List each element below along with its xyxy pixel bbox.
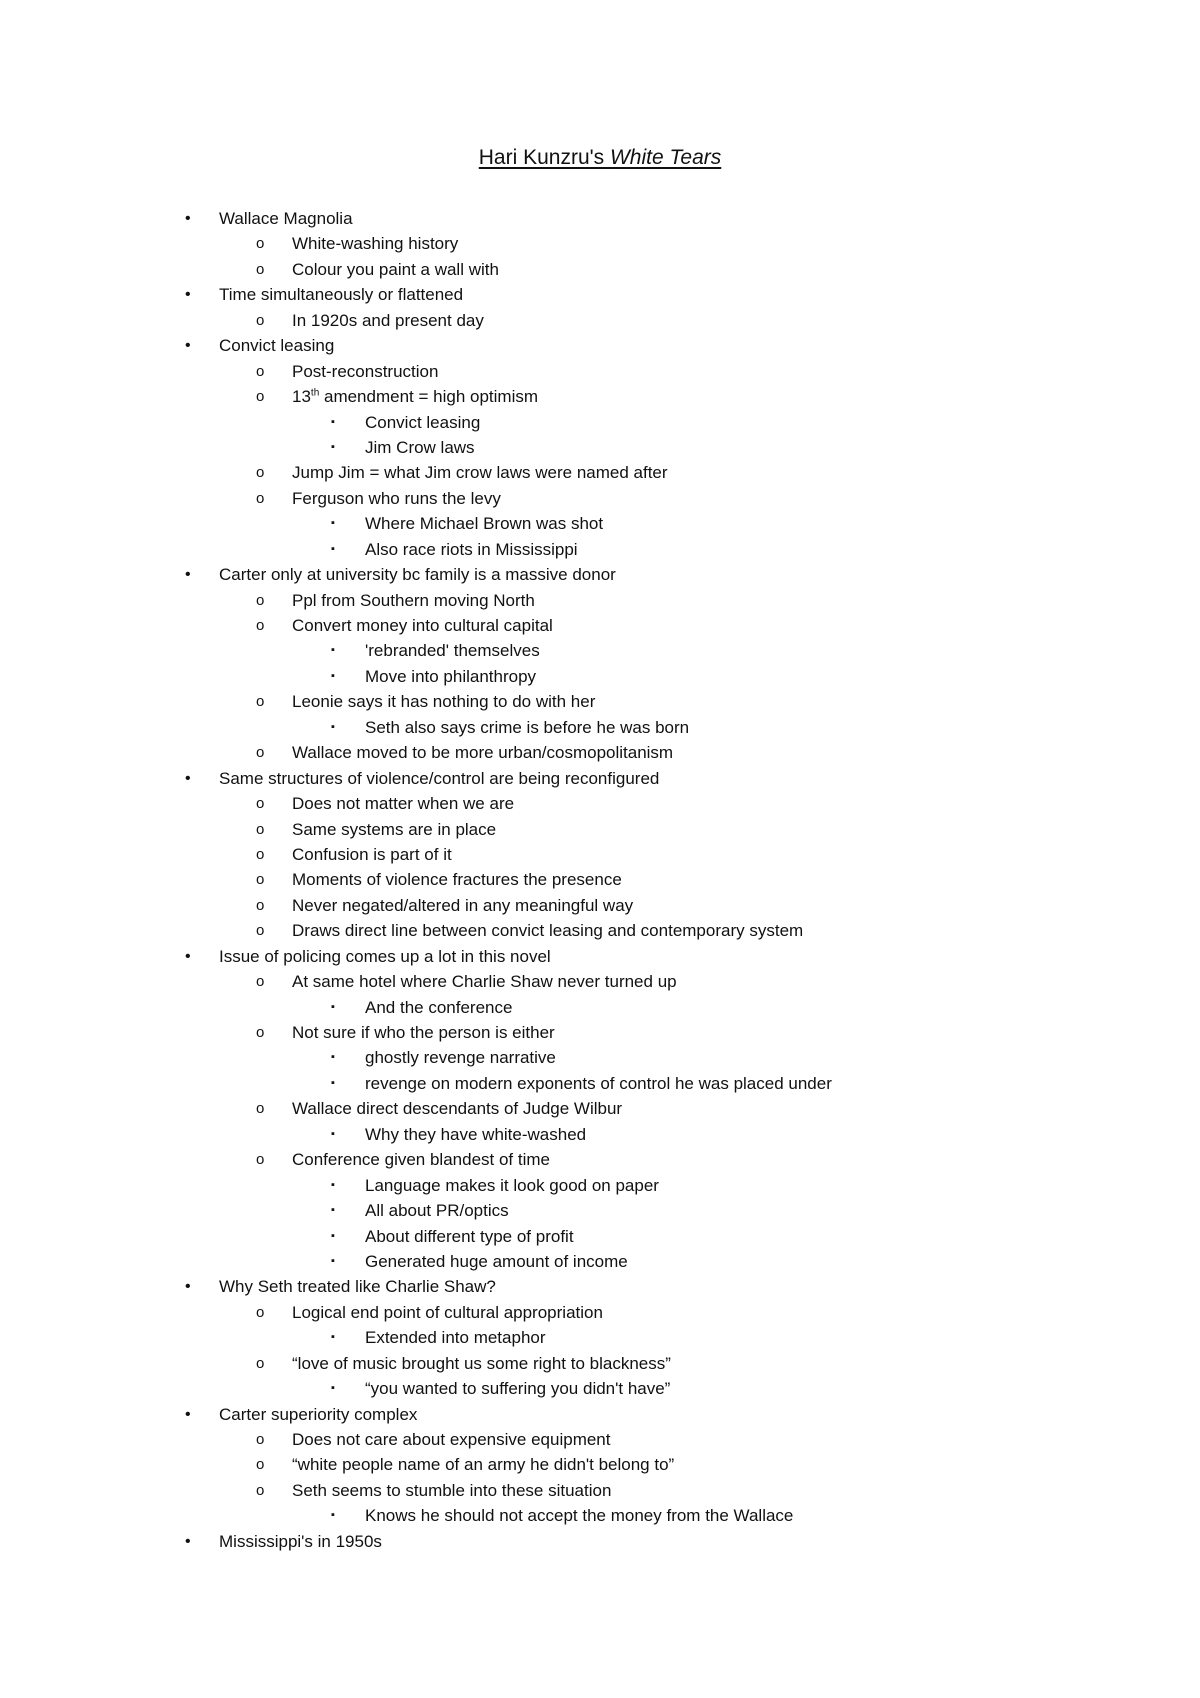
- bullet-square-icon: ▪: [331, 517, 335, 530]
- outline-item-level-2: [0, 308, 1200, 333]
- outline-item-level-3: [0, 1224, 1200, 1249]
- outline-item-level-3: [0, 995, 1200, 1020]
- outline-item-text-main: Generated huge amount of income: [365, 1251, 628, 1271]
- bullet-circle-icon: o: [256, 1100, 265, 1118]
- outline-item-text-main: Colour you paint a wall with: [292, 259, 499, 279]
- outline-item-text-main: Conference given blandest of time: [292, 1150, 550, 1170]
- outline-item-text: [292, 893, 633, 918]
- bullet-square-icon: ▪: [331, 415, 335, 428]
- bullet-circle-icon: o: [256, 973, 265, 991]
- outline-item-text-main: Wallace Magnolia: [219, 209, 353, 228]
- outline-item-level-2: [0, 384, 1200, 409]
- outline-item-level-2: [0, 1452, 1200, 1477]
- outline-item-level-2: [0, 918, 1200, 943]
- outline-item-text: [365, 664, 536, 689]
- outline-item-text-main: Draws direct line between convict leasing and contemporary system: [292, 921, 804, 941]
- bullet-circle-icon: o: [256, 1024, 265, 1041]
- outline-item-text-main: “you wanted to suffering you didn't have”: [365, 1379, 671, 1399]
- document-title: [0, 144, 1200, 172]
- bullet-circle-icon: o: [256, 464, 265, 482]
- bullet-circle-icon: o: [256, 693, 265, 711]
- outline-item-text-main: And the conference: [365, 997, 513, 1017]
- outline-item-text: [292, 308, 484, 333]
- outline-item-text-main: Confusion is part of it: [292, 844, 452, 864]
- outline-item-level-2: [0, 359, 1200, 384]
- outline-item-text: [365, 638, 540, 663]
- outline-item-level-3: [0, 410, 1200, 435]
- outline-item-level-3: [0, 1376, 1200, 1401]
- bullet-dot-icon: •: [185, 1278, 191, 1296]
- outline-item-text-main: Jump Jim = what Jim crow laws were named after: [292, 463, 668, 483]
- outline-item-text-main: At same hotel where Charlie Shaw never turned up: [292, 972, 677, 992]
- outline-item-level-1: [0, 333, 1200, 358]
- bullet-circle-icon: o: [256, 744, 265, 762]
- outline-item-level-2: [0, 613, 1200, 638]
- outline-item-text-main: Why they have white-washed: [365, 1124, 587, 1144]
- outline-item-superscript: th: [310, 387, 320, 399]
- bullet-dot-icon: •: [185, 566, 191, 584]
- outline-item-text: [365, 511, 603, 536]
- outline-item-level-2: [0, 486, 1200, 511]
- outline-item-level-2: [0, 1096, 1200, 1121]
- bullet-circle-icon: o: [256, 388, 265, 406]
- outline-item-text-main: Same structures of violence/control are being reconfigured: [219, 768, 660, 788]
- outline-item-level-1: [0, 1529, 1200, 1554]
- bullet-dot-icon: •: [185, 1405, 191, 1423]
- outline-item-level-2: [0, 740, 1200, 765]
- outline-item-text: [292, 1427, 610, 1452]
- bullet-dot-icon: •: [185, 1532, 191, 1550]
- outline-item-level-2: [0, 867, 1200, 892]
- bullet-square-icon: ▪: [331, 542, 335, 555]
- outline-item-text: [292, 359, 438, 384]
- bullet-square-icon: ▪: [331, 669, 335, 682]
- outline-item-level-3: [0, 435, 1200, 460]
- outline-item-level-2: [0, 817, 1200, 842]
- outline-item-text-main: Does not care about expensive equipment: [292, 1430, 611, 1449]
- outline-item-text: [292, 918, 803, 943]
- outline-item-level-2: [0, 842, 1200, 867]
- bullet-square-icon: ▪: [331, 720, 335, 733]
- bullet-dot-icon: •: [185, 769, 191, 787]
- bullet-circle-icon: o: [256, 922, 265, 940]
- bullet-square-icon: ▪: [331, 1000, 335, 1013]
- outline-item-text: [292, 1300, 603, 1325]
- outline-item-text: [365, 1122, 586, 1147]
- outline-item-text: [365, 1325, 546, 1350]
- outline-item-level-3: [0, 1045, 1200, 1070]
- bullet-circle-icon: o: [256, 795, 265, 813]
- outline-item-level-3: [0, 1122, 1200, 1147]
- outline-item-text-main: Why Seth treated like Charlie Shaw?: [219, 1277, 496, 1297]
- outline-item-text: [365, 1249, 628, 1274]
- bullet-square-icon: ▪: [331, 440, 335, 453]
- bullet-square-icon: ▪: [331, 1254, 335, 1267]
- outline-item-level-2: [0, 1020, 1200, 1045]
- bullet-square-icon: ▪: [331, 1178, 335, 1191]
- outline-item-level-3: [0, 511, 1200, 536]
- outline-item-text-main: Extended into metaphor: [365, 1328, 546, 1348]
- outline-item-text: [219, 562, 616, 587]
- outline-item-text-main: Where Michael Brown was shot: [365, 514, 604, 534]
- outline-item-text-main: Leonie says it has nothing to do with her: [292, 692, 596, 712]
- outline-item-text-main: Logical end point of cultural appropriation: [292, 1302, 603, 1322]
- outline-item-level-3: [0, 1173, 1200, 1198]
- bullet-square-icon: ▪: [331, 1509, 335, 1522]
- outline-item-level-2: [0, 460, 1200, 485]
- outline-item-text: [292, 486, 501, 511]
- bullet-circle-icon: o: [256, 896, 265, 914]
- outline-item-text: [219, 282, 463, 307]
- outline-item-text-main: Knows he should not accept the money from the Wallace: [365, 1506, 794, 1526]
- outline-item-text-main: 13: [292, 387, 311, 407]
- bullet-square-icon: ▪: [331, 1051, 335, 1064]
- outline-item-text-main: Never negated/altered in any meaningful way: [292, 895, 634, 915]
- outline-item-text-main: Moments of violence fractures the presence: [292, 870, 622, 890]
- bullet-dot-icon: •: [185, 210, 191, 227]
- outline-item-text-main: Language makes it look good on paper: [365, 1175, 659, 1195]
- outline-item-level-2: [0, 1478, 1200, 1503]
- bullet-circle-icon: o: [256, 1303, 265, 1321]
- outline-item-level-2: [0, 893, 1200, 918]
- outline-item-text: [292, 740, 673, 765]
- outline-item-text-main: White-washing history: [292, 234, 459, 254]
- outline-item-level-1: [0, 1274, 1200, 1299]
- outline-item-text: [219, 333, 334, 358]
- outline-item-text: [365, 1224, 574, 1249]
- bullet-circle-icon: o: [256, 1481, 265, 1499]
- bullet-circle-icon: o: [256, 1456, 265, 1474]
- outline-item-text: [292, 588, 535, 613]
- outline-item-text: [219, 944, 551, 969]
- bullet-square-icon: ▪: [331, 1076, 335, 1089]
- bullet-dot-icon: •: [185, 337, 191, 355]
- outline-item-text: [292, 1096, 622, 1121]
- outline-item-text: [365, 1503, 793, 1528]
- outline-item-text: [292, 817, 496, 842]
- outline-item-level-2: [0, 1427, 1200, 1452]
- bullet-square-icon: ▪: [331, 1204, 335, 1217]
- outline-item-text: [219, 1274, 496, 1299]
- outline-item-text-main: ghostly revenge narrative: [365, 1048, 556, 1068]
- outline-item-text: [219, 206, 353, 231]
- outline-item-text: [365, 995, 512, 1020]
- bullet-circle-icon: o: [256, 591, 265, 609]
- outline-item-text-main: 'rebranded' themselves: [365, 641, 540, 661]
- outline-item-text: [292, 689, 595, 714]
- outline-item-text-main: About different type of profit: [365, 1226, 574, 1246]
- outline-item-text: [292, 842, 452, 867]
- outline-item-level-2: [0, 1300, 1200, 1325]
- outline-item-text-main: Post-reconstruction: [292, 361, 439, 381]
- outline-item-text: [365, 1376, 670, 1401]
- outline-item-level-1: [0, 282, 1200, 307]
- outline-item-text: [292, 1020, 555, 1045]
- outline-item-text-main: Does not matter when we are: [292, 794, 515, 814]
- outline-item-text-main: Seth also says crime is before he was born: [365, 717, 690, 737]
- outline-item-level-3: [0, 1249, 1200, 1274]
- outline-item-text-main: Mississippi's in 1950s: [219, 1531, 382, 1551]
- outline-item-level-2: [0, 257, 1200, 282]
- outline-item-text-main: Convict leasing: [365, 412, 481, 432]
- outline-item-text: [292, 1478, 611, 1503]
- outline-item-text: [292, 257, 499, 282]
- outline-item-text-after: amendment = high optimism: [319, 387, 539, 407]
- outline-item-text-main: Carter superiority complex: [219, 1404, 418, 1424]
- outline-item-text: [219, 1529, 382, 1554]
- outline-item-text: [292, 1147, 550, 1172]
- outline-item-text-main: Carter only at university bc family is a massive donor: [219, 565, 616, 585]
- outline-item-level-2: [0, 969, 1200, 994]
- outline-item-level-1: [0, 562, 1200, 587]
- outline-item-text-main: Ppl from Southern moving North: [292, 590, 535, 610]
- outline-item-text-main: “white people name of an army he didn't belong to”: [292, 1455, 675, 1475]
- outline-item-text-main: Convert money into cultural capital: [292, 616, 553, 635]
- bullet-circle-icon: o: [256, 260, 265, 278]
- outline-item-text-main: Not sure if who the person is either: [292, 1023, 555, 1042]
- outline-item-text-main: Issue of policing comes up a lot in this novel: [219, 946, 551, 966]
- outline-item-level-3: [0, 537, 1200, 562]
- outline-item-text-main: Seth seems to stumble into these situation: [292, 1480, 612, 1500]
- outline-item-text: [365, 537, 578, 562]
- outline-item-text-main: Jim Crow laws: [365, 437, 475, 457]
- bullet-circle-icon: o: [256, 1151, 265, 1169]
- bullet-circle-icon: o: [256, 617, 265, 634]
- outline-item-text: [365, 410, 480, 435]
- bullet-circle-icon: o: [256, 871, 265, 889]
- outline-item-text: [292, 1351, 671, 1376]
- outline-item-text-main: Move into philanthropy: [365, 666, 537, 686]
- outline-item-text-main: Wallace direct descendants of Judge Wilbur: [292, 1099, 623, 1119]
- outline-item-text: [292, 231, 458, 256]
- document-title-plain: Hari Kunzru's: [478, 146, 610, 169]
- outline-item-level-3: [0, 715, 1200, 740]
- outline-item-text-main: Also race riots in Mississippi: [365, 539, 578, 559]
- bullet-circle-icon: o: [256, 1431, 265, 1448]
- bullet-square-icon: ▪: [331, 1382, 335, 1395]
- bullet-dot-icon: •: [185, 947, 191, 965]
- outline-item-level-2: [0, 689, 1200, 714]
- outline-item-level-2: [0, 231, 1200, 256]
- bullet-circle-icon: o: [256, 1354, 265, 1372]
- outline-item-text: [365, 1045, 556, 1070]
- bullet-circle-icon: o: [256, 235, 265, 253]
- outline-item-text: [365, 1071, 832, 1096]
- outline-item-text: [365, 435, 475, 460]
- outline-item-level-2: [0, 1351, 1200, 1376]
- outline-item-level-1: [0, 766, 1200, 791]
- document-title-italic: White Tears: [609, 146, 722, 169]
- outline-item-level-3: [0, 664, 1200, 689]
- bullet-circle-icon: o: [256, 845, 265, 863]
- outline-item-level-1: [0, 206, 1200, 231]
- bullet-circle-icon: o: [256, 362, 265, 380]
- outline-item-level-2: [0, 791, 1200, 816]
- bullet-square-icon: ▪: [331, 1127, 335, 1140]
- outline-item-text-main: revenge on modern exponents of control he was placed under: [365, 1073, 832, 1093]
- bullet-outline: [0, 206, 1200, 1554]
- bullet-circle-icon: o: [256, 820, 265, 838]
- outline-item-level-3: [0, 1503, 1200, 1528]
- outline-item-text: [365, 1173, 659, 1198]
- outline-item-level-1: [0, 1402, 1200, 1427]
- outline-item-text-main: Time simultaneously or flattened: [219, 285, 464, 305]
- outline-item-text: [219, 1402, 417, 1427]
- bullet-circle-icon: o: [256, 489, 265, 507]
- outline-item-text: [219, 766, 659, 791]
- outline-item-level-3: [0, 1071, 1200, 1096]
- outline-item-text-main: In 1920s and present day: [292, 310, 484, 330]
- outline-item-text: [292, 867, 622, 892]
- outline-item-text: [292, 460, 668, 485]
- outline-item-text: [365, 1198, 509, 1223]
- bullet-square-icon: ▪: [331, 1229, 335, 1242]
- outline-item-level-3: [0, 1198, 1200, 1223]
- outline-item-text-main: Wallace moved to be more urban/cosmopolitanism: [292, 743, 674, 763]
- bullet-square-icon: ▪: [331, 1331, 335, 1344]
- outline-item-level-3: [0, 1325, 1200, 1350]
- outline-item-text: [292, 1452, 674, 1477]
- outline-item-level-2: [0, 1147, 1200, 1172]
- outline-item-text: [292, 791, 514, 816]
- outline-item-text: [365, 715, 689, 740]
- outline-item-text-main: Ferguson who runs the levy: [292, 488, 501, 508]
- outline-item-text: [292, 969, 677, 994]
- outline-item-text: [292, 613, 553, 638]
- outline-item-text: [292, 384, 538, 409]
- bullet-dot-icon: •: [185, 286, 191, 304]
- outline-item-text-main: Convict leasing: [219, 336, 335, 356]
- outline-item-level-1: [0, 944, 1200, 969]
- outline-item-text-main: All about PR/optics: [365, 1201, 509, 1221]
- bullet-circle-icon: o: [256, 311, 265, 329]
- outline-item-level-3: [0, 638, 1200, 663]
- outline-item-text-main: “love of music brought us some right to blackness”: [292, 1353, 671, 1373]
- bullet-square-icon: ▪: [331, 644, 335, 657]
- outline-item-text-main: Same systems are in place: [292, 819, 497, 839]
- outline-item-level-2: [0, 588, 1200, 613]
